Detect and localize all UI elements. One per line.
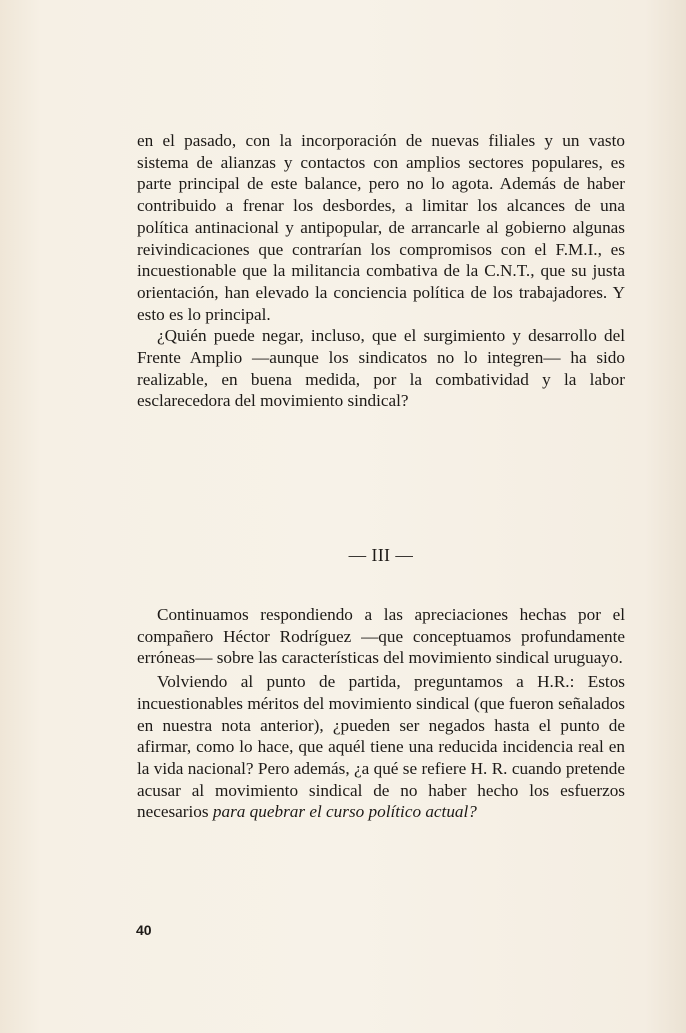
paragraph: en el pasado, con la incorporación de nuevas filiales y un vasto sistema de alianzas y contactos con amplios sectores populares, es parte principal de este balance, pero no lo agota. Además de haber contribuido a frenar los desbordes, a limitar los alcances de una política antinacional y antipopular, de arrancarle al gobierno algunas reivindicaciones que contrarían los compromisos con el F.M.I., es incuestionable que la militancia combativa de la C.N.T., que su justa orientación, han elevado la conciencia política de los trabajadores. Y esto es lo principal. <box>137 131 625 324</box>
text-block-bottom <box>137 604 625 823</box>
paragraph-text: Volviendo al punto de partida, preguntamos a H.R.: Estos incuestionables méritos del movimiento sindical (que fueron señalados en nuestra nota anterior), ¿pueden ser negados hasta el punto de afirmar, como lo hace, que aquél tiene una reducida incidencia real en la vida nacional? Pero además, ¿a qué se refiere H. R. cuando pretende acusar al movimiento sindical de no haber hecho los esfuerzos necesarios <box>137 672 625 822</box>
section-heading: — III — <box>348 545 414 565</box>
text-block-top <box>137 130 625 412</box>
italic-text: para quebrar el curso político actual? <box>212 802 477 822</box>
page-number: 40 <box>136 922 152 938</box>
paragraph <box>137 671 625 823</box>
paragraph: Continuamos respondiendo a las apreciaciones hechas por el compañero Héctor Rodríguez —que conceptuamos profundamente erróneas— sobre las características del movimiento sindical uruguayo. <box>137 605 625 668</box>
paragraph: ¿Quién puede negar, incluso, que el surgimiento y desarrollo del Frente Amplio —aunque los sindicatos no lo integren— ha sido realizable, en buena medida, por la combatividad y la labor esclarecedora del movimiento sindical? <box>137 326 625 411</box>
